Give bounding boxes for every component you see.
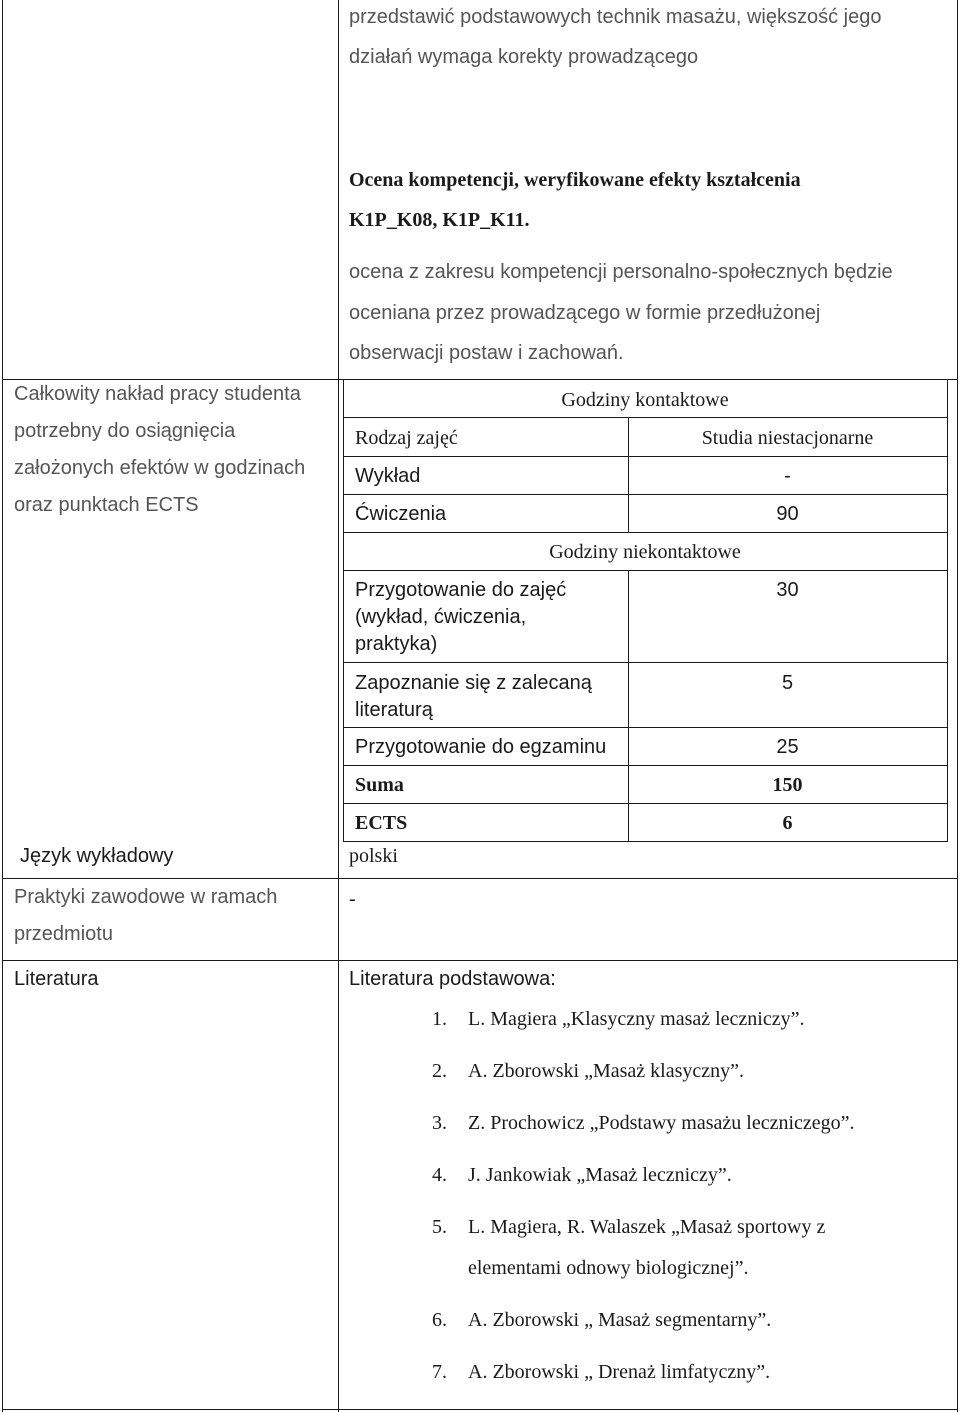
- list-item: L. Magiera „Klasyczny masaż leczniczy”.: [468, 1008, 805, 1030]
- lecture-label: Wykład: [355, 465, 421, 487]
- list-item-number: 6.: [432, 1309, 447, 1331]
- inner-hline: [343, 570, 947, 571]
- workload-label-line: założonych efektów w godzinach: [14, 457, 306, 479]
- literature-label: Literatura: [14, 968, 99, 990]
- table-right-border: [957, 0, 958, 1412]
- practice-label-line: Praktyki zawodowe w ramach: [14, 886, 278, 908]
- assessment-line: ocena z zakresu kompetencji personalno-społecznych będzie: [349, 261, 893, 283]
- table-bottom-border: [2, 1409, 958, 1410]
- row-divider: [2, 379, 958, 380]
- workload-label-line: Całkowity nakład pracy studenta: [14, 383, 301, 405]
- inner-hline: [343, 456, 947, 457]
- list-item-continuation: elementami odnowy biologicznej”.: [468, 1257, 749, 1279]
- description-line: działań wymaga korekty prowadzącego: [349, 46, 699, 68]
- practice-label-line: przedmiotu: [14, 923, 113, 945]
- inner-vline: [343, 379, 344, 842]
- row-divider: [2, 960, 958, 961]
- lit-label-line: literaturą: [355, 699, 433, 721]
- lit-label-line: Zapoznanie się z zalecaną: [355, 672, 592, 694]
- inner-hline: [343, 532, 947, 533]
- workload-label-line: oraz punktach ECTS: [14, 494, 199, 516]
- sum-label: Suma: [355, 774, 404, 796]
- prep-label-line: praktyka): [355, 633, 438, 655]
- list-item-number: 2.: [432, 1060, 447, 1082]
- contact-hours-header: Godziny kontaktowe: [561, 389, 729, 411]
- lit-value: 5: [781, 672, 794, 694]
- prep-value: 30: [776, 579, 799, 601]
- prep-label-line: (wykład, ćwiczenia,: [355, 606, 527, 628]
- col-header-mode: Studia niestacjonarne: [701, 427, 874, 449]
- noncontact-hours-header: Godziny niekontaktowe: [549, 541, 741, 563]
- list-item: L. Magiera, R. Walaszek „Masaż sportowy z: [468, 1216, 826, 1238]
- inner-hline: [343, 494, 947, 495]
- column-divider: [338, 0, 339, 1412]
- inner-vline: [628, 570, 629, 842]
- table-left-border: [2, 0, 3, 1412]
- row-divider: [2, 878, 958, 879]
- list-item-number: 3.: [432, 1112, 447, 1134]
- sum-value: 150: [772, 774, 803, 796]
- list-item-number: 1.: [432, 1008, 447, 1030]
- language-label: Język wykładowy: [20, 845, 174, 867]
- inner-hline: [343, 417, 947, 418]
- exercises-value: 90: [776, 503, 799, 525]
- competence-codes: K1P_K08, K1P_K11.: [349, 209, 530, 231]
- list-item-number: 7.: [432, 1361, 447, 1383]
- lecture-value: -: [784, 465, 791, 487]
- list-item-number: 4.: [432, 1164, 447, 1186]
- inner-hline: [343, 727, 947, 728]
- list-item: A. Zborowski „ Drenaż limfatyczny”.: [468, 1361, 771, 1383]
- list-item: J. Jankowiak „Masaż leczniczy”.: [468, 1164, 732, 1186]
- workload-label-line: potrzebny do osiągnięcia: [14, 420, 236, 442]
- list-item-number: 5.: [432, 1216, 447, 1238]
- list-item: A. Zborowski „ Masaż segmentarny”.: [468, 1309, 772, 1331]
- inner-hline: [343, 803, 947, 804]
- exam-label: Przygotowanie do egzaminu: [355, 736, 607, 758]
- assessment-line: obserwacji postaw i zachowań.: [349, 342, 624, 364]
- assessment-line: oceniana przez prowadzącego w formie przedłużonej: [349, 302, 821, 324]
- prep-label-line: Przygotowanie do zajęć: [355, 579, 567, 601]
- competence-title: Ocena kompetencji, weryfikowane efekty kształcenia: [349, 169, 801, 191]
- inner-hline: [343, 765, 947, 766]
- list-item: Z. Prochowicz „Podstawy masażu leczniczego”.: [468, 1112, 855, 1134]
- language-value: polski: [349, 845, 398, 867]
- description-line: przedstawić podstawowych technik masażu, większość jego: [349, 6, 882, 28]
- exam-value: 25: [776, 736, 799, 758]
- ects-value: 6: [782, 812, 793, 834]
- ects-label: ECTS: [355, 812, 408, 834]
- practice-value: -: [349, 888, 356, 910]
- col-header-type: Rodzaj zajęć: [355, 427, 458, 449]
- inner-hline: [343, 841, 947, 842]
- inner-hline: [343, 662, 947, 663]
- literature-heading: Literatura podstawowa:: [349, 968, 556, 990]
- list-item: A. Zborowski „Masaż klasyczny”.: [468, 1060, 745, 1082]
- inner-vline: [947, 379, 948, 842]
- exercises-label: Ćwiczenia: [355, 503, 447, 525]
